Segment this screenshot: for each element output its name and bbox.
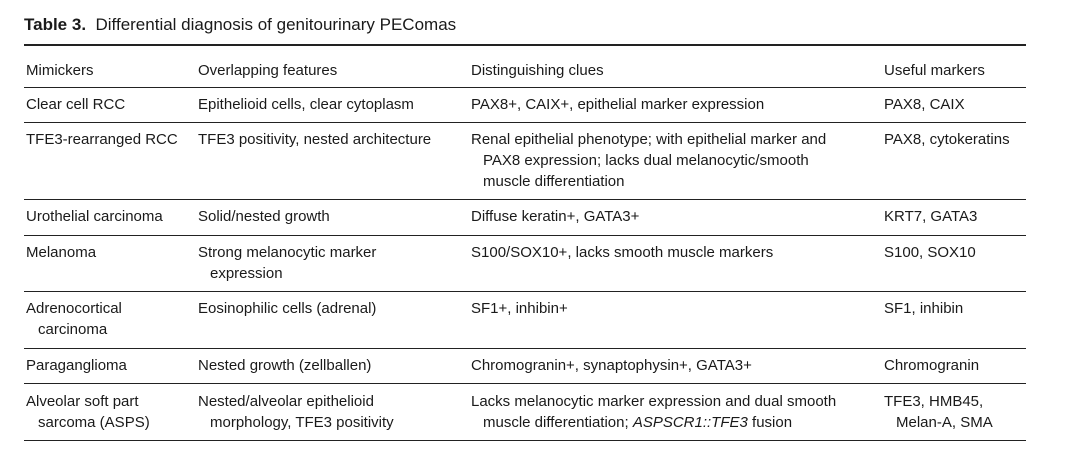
clues-cell: Diffuse keratin+, GATA3+	[471, 208, 640, 225]
row-divider	[24, 383, 1026, 384]
mimicker-line: sarcoma (ASPS)	[38, 414, 150, 431]
mimicker-cell: TFE3-rearranged RCC	[26, 131, 178, 148]
row-divider	[24, 291, 1026, 292]
markers-cell: SF1, inhibin	[884, 300, 964, 317]
header-useful-markers: Useful markers	[884, 62, 985, 79]
row-divider	[24, 348, 1026, 349]
features-cell: Eosinophilic cells (adrenal)	[198, 300, 377, 317]
features-cell: TFE3 positivity, nested architecture	[198, 131, 432, 148]
features-cell	[198, 242, 463, 284]
mimicker-line: carcinoma	[38, 321, 108, 338]
features-line: Strong melanocytic marker	[198, 244, 377, 261]
bottom-rule	[24, 440, 1026, 441]
clues-cell	[471, 129, 871, 192]
mimicker-cell: Clear cell RCC	[26, 96, 126, 113]
mimicker-cell: Paraganglioma	[26, 357, 127, 374]
features-line: morphology, TFE3 positivity	[210, 414, 394, 431]
top-rule	[24, 44, 1026, 46]
table-label: Table 3.	[24, 15, 87, 34]
mimicker-line: Alveolar soft part	[26, 393, 139, 410]
clues-text: muscle differentiation;	[483, 414, 633, 431]
markers-line: Melan-A, SMA	[896, 414, 993, 431]
features-cell: Solid/nested growth	[198, 208, 330, 225]
header-mimickers: Mimickers	[26, 62, 94, 79]
table-title: Differential diagnosis of genitourinary PEComas	[95, 15, 457, 34]
gene-fusion-name: ASPSCR1::TFE3	[632, 414, 748, 431]
markers-cell: PAX8, CAIX	[884, 96, 965, 113]
header-distinguishing-clues: Distinguishing clues	[471, 62, 604, 79]
clues-line: Lacks melanocytic marker expression and dual smooth	[471, 393, 837, 410]
clues-line: muscle differentiation	[483, 173, 625, 190]
markers-cell: KRT7, GATA3	[884, 208, 978, 225]
mimicker-cell: Melanoma	[26, 244, 97, 261]
clues-cell	[471, 391, 871, 433]
clues-line	[471, 412, 871, 433]
header-rule	[24, 87, 1026, 88]
features-cell	[198, 391, 463, 433]
row-divider	[24, 235, 1026, 236]
row-divider	[24, 122, 1026, 123]
table-caption	[24, 14, 456, 36]
clues-cell: S100/SOX10+, lacks smooth muscle markers	[471, 244, 774, 261]
markers-line: TFE3, HMB45,	[884, 393, 984, 410]
clues-line: Renal epithelial phenotype; with epithelial marker and	[471, 131, 827, 148]
markers-cell	[884, 391, 1034, 433]
clues-cell: PAX8+, CAIX+, epithelial marker expression	[471, 96, 765, 113]
clues-text: fusion	[747, 414, 793, 431]
markers-cell: S100, SOX10	[884, 244, 976, 261]
features-cell: Epithelioid cells, clear cytoplasm	[198, 96, 414, 113]
features-line: expression	[210, 265, 283, 282]
mimicker-cell	[26, 298, 191, 340]
mimicker-line: Adrenocortical	[26, 300, 122, 317]
row-divider	[24, 199, 1026, 200]
header-overlapping-features: Overlapping features	[198, 62, 338, 79]
mimicker-cell	[26, 391, 191, 433]
markers-cell: Chromogranin	[884, 357, 980, 374]
mimicker-cell: Urothelial carcinoma	[26, 208, 163, 225]
features-line: Nested/alveolar epithelioid	[198, 393, 374, 410]
clues-cell: Chromogranin+, synaptophysin+, GATA3+	[471, 357, 752, 374]
clues-cell: SF1+, inhibin+	[471, 300, 568, 317]
clues-line: PAX8 expression; lacks dual melanocytic/smooth	[483, 152, 809, 169]
features-cell: Nested growth (zellballen)	[198, 357, 372, 374]
markers-cell: PAX8, cytokeratins	[884, 131, 1010, 148]
